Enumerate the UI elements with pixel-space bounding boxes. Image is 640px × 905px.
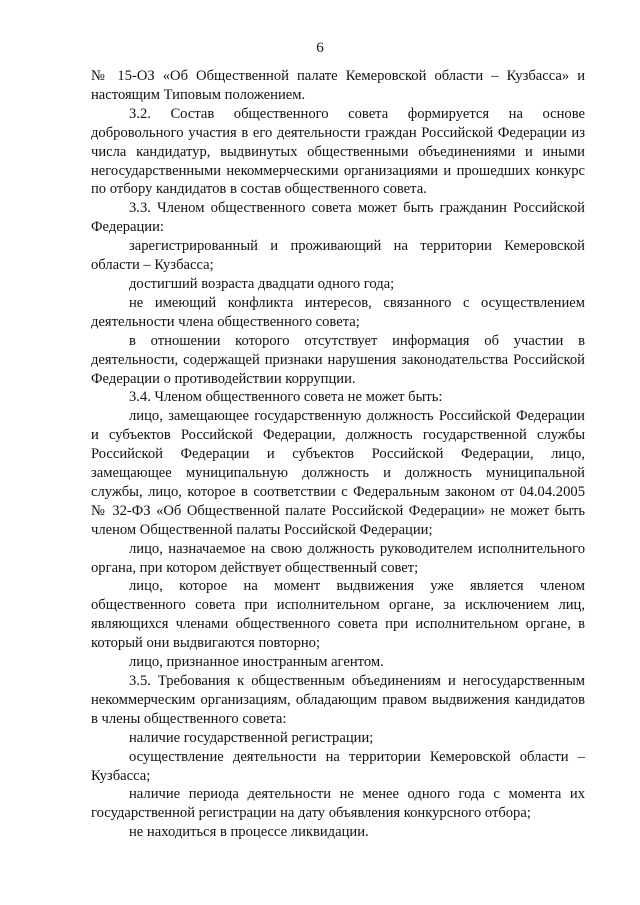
page-number: 6 [316, 40, 324, 56]
paragraph: № 15-ОЗ «Об Общественной палате Кемеровской области – Кузбасса» и настоящим Типовым положением. [91, 68, 585, 103]
list-item: достигший возраста двадцати одного года; [129, 275, 395, 292]
list-item: в отношении которого отсутствует информация об участии в деятельности, содержащей признаки нарушения законодательства Российской Федерации о противодействии коррупции. [91, 332, 585, 387]
document-body [91, 67, 585, 842]
paragraph-section-3-4: 3.4. Членом общественного совета не может быть: [129, 389, 443, 406]
list-item: лицо, замещающее государственную должность Российской Федерации и субъектов Российской Федерации, должность государственной службы Российской Федерации и субъектов Российской Федерации, лицо, замещающее муниципальную должность и должность муниципальной службы, лицо, которое в соответствии с Федеральным законом от 04.04.2005 № 32-ФЗ «Об Общественной палате Российской Федерации» не может быть членом Общественной палаты Российской Федерации; [91, 408, 585, 538]
paragraph-section-3-3: 3.3. Членом общественного совета может быть гражданин Российской Федерации: [91, 200, 585, 236]
list-item: лицо, признанное иностранным агентом. [129, 654, 384, 671]
paragraph-section-3-2: 3.2. Состав общественного совета формируется на основе добровольного участия в его деятельности граждан Российской Федерации из числа кандидатур, выдвинутых общественными объединениями и иными негосударственными некоммерческими организациями и прошедших конкурс по отбору кандидатов в состав общественного совета. [91, 105, 585, 198]
list-item: лицо, назначаемое на свою должность руководителем исполнительного органа, при котором действует общественный совет; [91, 540, 585, 576]
list-item: зарегистрированный и проживающий на территории Кемеровской области – Кузбасса; [91, 238, 585, 274]
list-item: не имеющий конфликта интересов, связанного с осуществлением деятельности члена общественного совета; [91, 294, 585, 330]
list-item: лицо, которое на момент выдвижения уже является членом общественного совета при исполнительном органе, за исключением лиц, являющихся членами общественного совета при исполнительном органе, в который они выдвигаются повторно; [91, 578, 585, 652]
list-item: осуществление деятельности на территории Кемеровской области – Кузбасса; [91, 748, 585, 784]
list-item: наличие государственной регистрации; [129, 729, 374, 746]
list-item: не находиться в процессе ликвидации. [129, 824, 369, 841]
paragraph-section-3-5: 3.5. Требования к общественным объединениям и негосударственным некоммерческим организациям, обладающим правом выдвижения кандидатов в члены общественного совета: [91, 673, 585, 727]
list-item: наличие периода деятельности не менее одного года с момента их государственной регистрации на дату объявления конкурсного отбора; [91, 786, 585, 822]
